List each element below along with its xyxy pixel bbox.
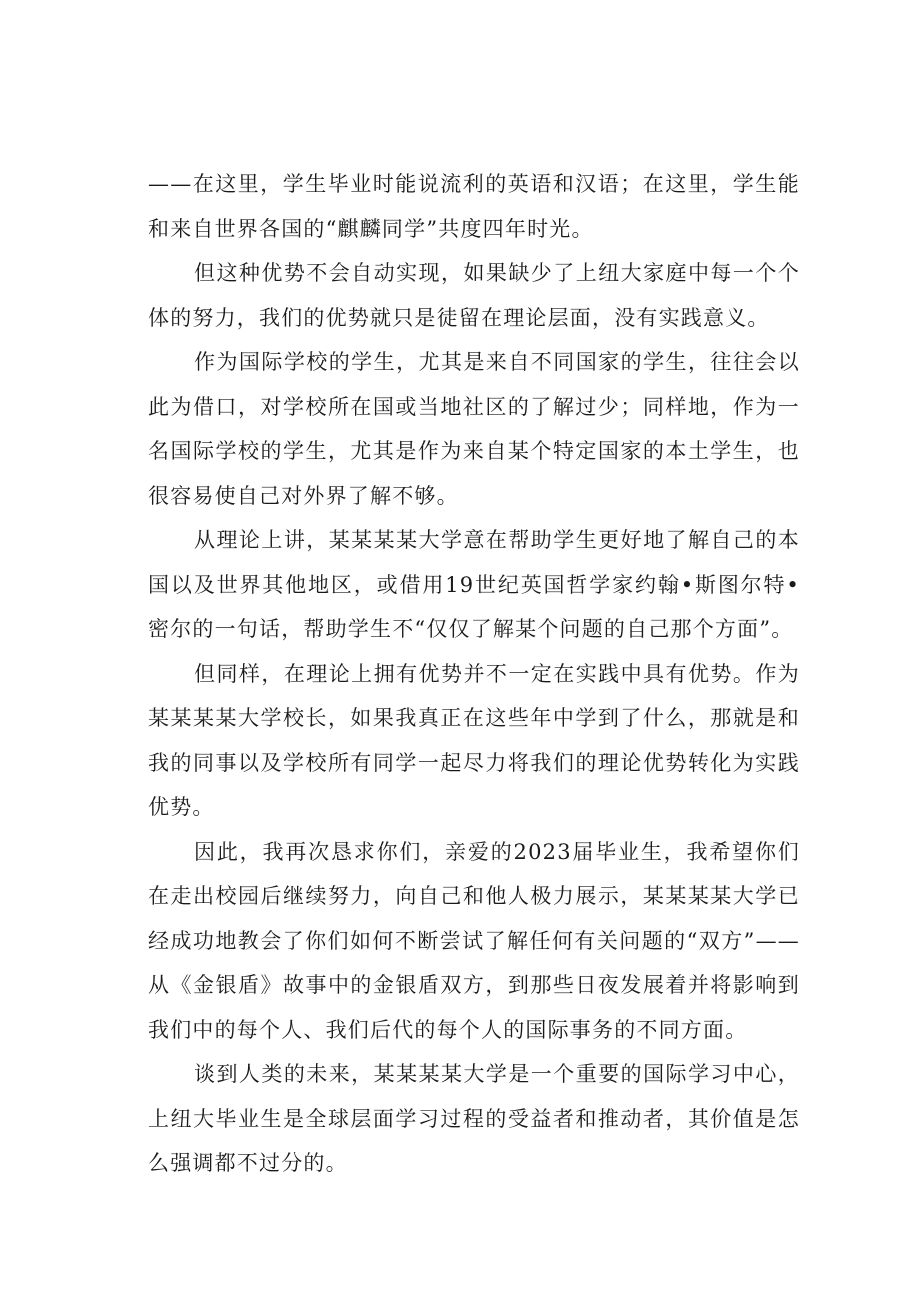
paragraph: 从理论上讲，某某某某大学意在帮助学生更好地了解自己的本国以及世界其他地区，或借用19世纪英国哲学家约翰•斯图尔特•密尔的一句话，帮助学生不“仅仅了解某个问题的自己那个方面”。 [148,528,800,641]
paragraph: 作为国际学校的学生，尤其是来自不同国家的学生，往往会以此为借口，对学校所在国或当地社区的了解过少；同样地，作为一名国际学校的学生，尤其是作为来自某个特定国家的本土学生，也很容易使自己对外界了解不够。 [148,350,800,508]
paragraph: 谈到人类的未来，某某某某大学是一个重要的国际学习中心，上纽大毕业生是全球层面学习过程的受益者和推动者，其价值是怎么强调都不过分的。 [148,1062,800,1175]
paragraph: 因此，我再次恳求你们，亲爱的2023届毕业生，我希望你们在走出校园后继续努力，向自己和他人极力展示，某某某某大学已经成功地教会了你们如何不断尝试了解任何有关问题的“双方”——从《金银盾》故事中的金银盾双方，到那些日夜发展着并将影响到我们中的每个人、我们后代的每个人的国际事务的不同方面。 [148,839,800,1042]
paragraph-continuation: ——在这里，学生毕业时能说流利的英语和汉语；在这里，学生能和来自世界各国的“麒麟同学”共度四年时光。 [148,172,800,241]
paragraph: 但同样，在理论上拥有优势并不一定在实践中具有优势。作为某某某某大学校长，如果我真正在这些年中学到了什么，那就是和我的同事以及学校所有同学一起尽力将我们的理论优势转化为实践优势。 [148,661,800,819]
paragraph: 但这种优势不会自动实现，如果缺少了上纽大家庭中每一个个体的努力，我们的优势就只是徒留在理论层面，没有实践意义。 [148,261,800,330]
document-body [148,162,800,1186]
